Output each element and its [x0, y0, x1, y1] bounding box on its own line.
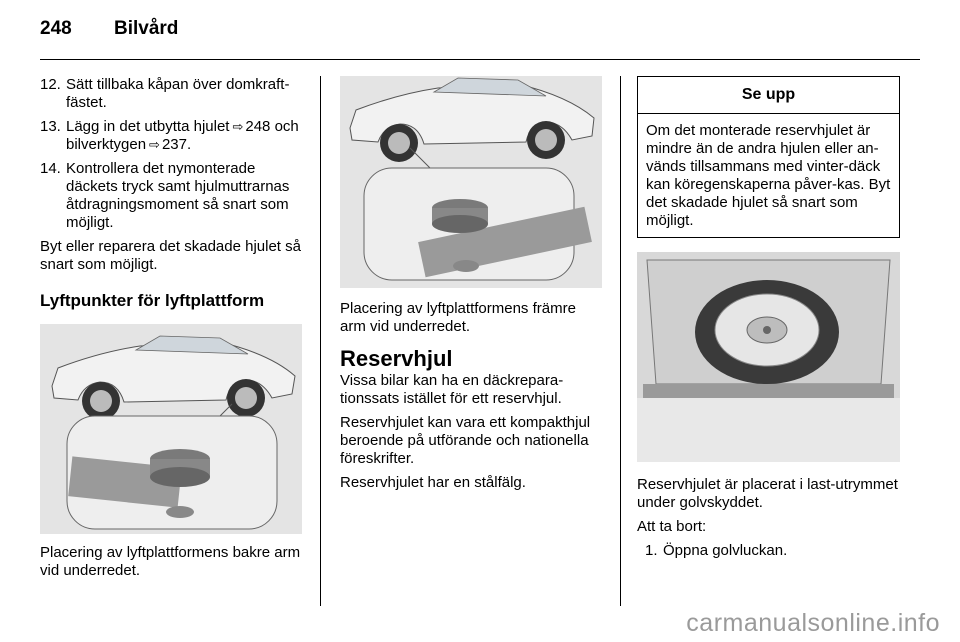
spare-wheel-illustration — [637, 252, 900, 462]
paragraph: Reservhjulet är placerat i last-utrymmet under golvskyddet. — [637, 476, 898, 511]
page-reference[interactable]: ⇨ 248 — [229, 118, 270, 135]
figure-caption: Placering av lyftplattformens bakre arm vid underredet. — [40, 544, 301, 579]
watermark: carmanualsonline.info — [686, 609, 940, 637]
column-divider — [320, 76, 321, 606]
column-3 — [637, 76, 900, 560]
warning-box — [637, 76, 900, 238]
section-heading: Lyftpunkter för lyftplattform — [40, 291, 265, 310]
column-1 — [40, 76, 302, 586]
list-item: 1. Öppna golvluckan. — [645, 542, 788, 559]
column-divider — [620, 76, 621, 606]
page-number: 248 — [40, 18, 72, 39]
section-heading: Reservhjul — [340, 346, 453, 371]
front-lift-point-illustration — [340, 76, 602, 288]
header-rule — [40, 59, 920, 60]
paragraph: Reservhjulet har en stålfälg. — [340, 474, 526, 491]
column-2 — [340, 76, 602, 498]
page-reference[interactable]: ⇨ 237. — [146, 136, 191, 153]
page-header — [40, 18, 178, 40]
paragraph: Vissa bilar kan ha en däckrepara-tionssats istället för ett reservhjul. — [340, 372, 564, 407]
warning-title: Se upp — [638, 77, 899, 114]
list-item: 12. Sätt tillbaka kåpan över domkraft-fästet. — [40, 76, 290, 111]
figure-caption: Placering av lyftplattformens främre arm vid underredet. — [340, 300, 576, 335]
list-item: 14. Kontrollera det nymonterade däckets tryck samt hjulmuttrarnas åtdragningsmoment så snart som möjligt. — [40, 160, 290, 231]
list-item: 13. Lägg in det utbytta hjulet⇨ 248 och bilverktygen⇨ 237. — [40, 118, 302, 154]
warning-text: Om det monterade reservhjulet är mindre än de andra hjulen eller an-vänds tillsammans med vinter-däck kan köregenskaperna påver-kas. Byt det skadade hjulet så snart som möjligt. — [646, 122, 891, 229]
rear-lift-point-illustration — [40, 324, 302, 534]
paragraph: Reservhjulet kan vara ett kompakthjul beroende på utförande och nationella föreskrifter. — [340, 414, 591, 467]
section-title: Bilvård — [114, 18, 179, 39]
paragraph: Att ta bort: — [637, 518, 707, 535]
paragraph: Byt eller reparera det skadade hjulet så snart som möjligt. — [40, 238, 301, 273]
